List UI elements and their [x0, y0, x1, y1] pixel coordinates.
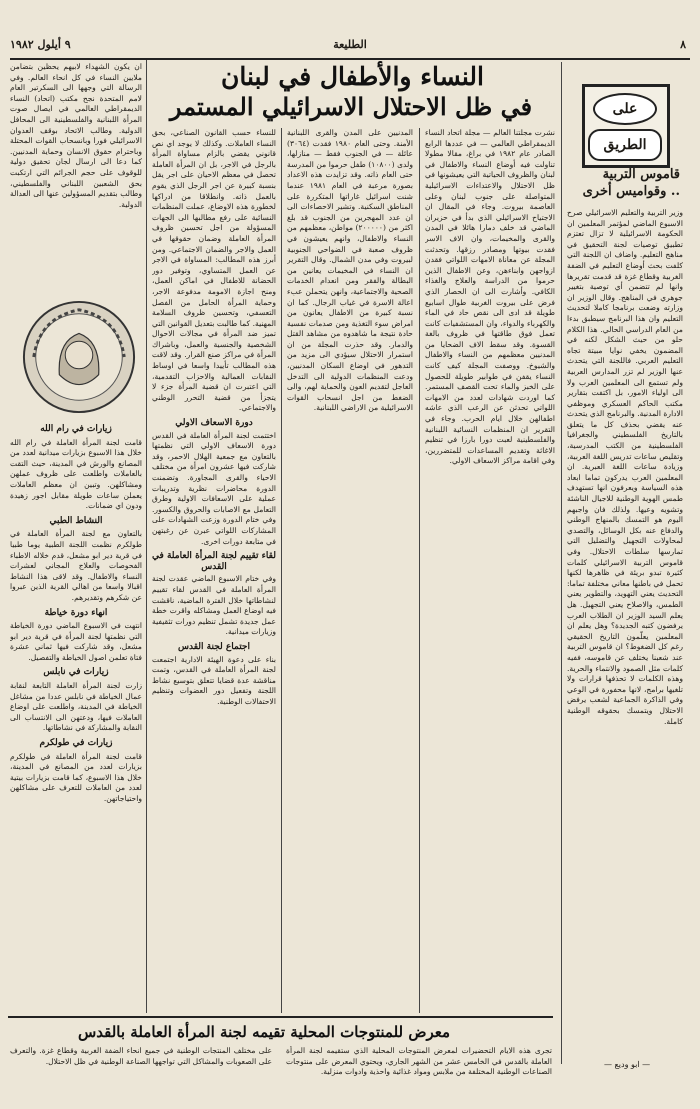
sidebar-title-line1: قاموس التربية — [602, 167, 680, 182]
publication-name: الطليعة — [333, 38, 367, 51]
article-column-4-bottom: زيارات في رام الله قامت لجنة المرأة العاملة في رام الله خلال هذا الاسبوع بزيارات ميدانية لعدد من المصانع والورش في المدينة، حيث التقت بالعاملات واطلعت على ظروف عملهن ومشاكلهن. وتبين ان معظم العاملات يعملن ساعات طويلة مقابل اجور زهيدة ودون اي ضمانات. النشاط الطبي بالتعاون مع لجنة المرأة العاملة في طولكرم نظمت اللجنة الطبية يوما طبيا في قرية دير ابو مشعل، قدم خلاله الاطباء الفحوصات والعلاج المجاني لعشرات النساء والاطفال. وقد لاقى هذا النشاط اقبالا واسعا من اهالي القرية الذين عبروا عن شكرهم وتقديرهم. انهاء دورة خياطة انتهت في الاسبوع الماضي دورة الخياطة التي نظمتها لجنة المرأة في قرية دير ابو مشعل، وقد شاركت فيها ثماني عشرة فتاة تعلمن اصول الخياطة والتفصيل. زيارات في نابلس زارت لجنة المرأة العاملة التابعة لنقابة عمال الخياطة في نابلس عددا من مشاغل الخياطة في المدينة، واطلعت على اوضاع العاملات فيها، ودعتهن الى الانتساب الى النقابة والمشاركة في نشاطاتها. زيارات في طولكرم قامت لجنة المرأة العاملة في طولكرم بزيارات لعدد من المصانع في المدينة، خلال هذا الاسبوع، كما قامت بزيارات بيتية لعدد من العاملات للتعرف على مشاكلهن واحتياجاتهن. — [10, 424, 142, 803]
section-heading: زيارات في نابلس — [43, 667, 109, 678]
sidebar-title — [566, 166, 680, 200]
sidebar-title-line2: .. وقواميس أخرى — [582, 184, 680, 199]
women-emblem-illustration — [20, 298, 138, 416]
section-heading: لقاء تقييم لجنة المرأة العاملة في القدس — [152, 551, 276, 572]
article-column-4-top: ان يكون الشهداء لابيهم يحظين بتضامن ملايين النساء في كل انحاء العالم. وفي الرسالة التي وجهها الى السكرتير العام لامم المتحدة نجح مكتب (اتحاد) النساء الديمقراطي العالمي في ايصال صوت المرأة اللبنانية والفلسطينية الى المحافل الدولية. وطالب الاتحاد بوقف العدوان الاسرائيلي فورا وبانسحاب القوات المحتلة وباحترام حقوق الانسان وحماية المدنيين. كما دعا الى ارسال لجان تحقيق دولية للوقوف على حجم الجرائم التي ارتكبت بحق الشعبين اللبناني والفلسطيني، وطالب بتقديم المسؤولين عنها الى العدالة الدولية. — [10, 62, 142, 209]
section-heading: اجتماع لجنة القدس — [178, 641, 250, 652]
headline-line2: في ظل الاحتلال الاسرائيلي المستمر — [169, 92, 533, 121]
section-heading: النشاط الطبي — [49, 515, 103, 526]
section-heading: انهاء دورة خياطة — [44, 607, 108, 618]
bottom-column-right: تجرى هذه الايام التحضيرات لمعرض المنتوجات المحلية الذي ستقيمه لجنة المرأة العاملة بالقدس في الخامس عشر من الشهر الجاري، ويحتوي المعرض على منتوجات الصناعات الوطنية المختلفة من ملابس ومواد غذائية واحذية وادوات منزلية. — [286, 1046, 552, 1077]
page-number: ٨ — [680, 38, 686, 51]
bottom-column-left: على مختلف المنتجات الوطنية في جميع انحاء الضفة الغربية وقطاع غزة. والتعرف على الصعوبات والمشاكل التي تواجهها الصناعة الوطنية في ظل الاحتلال. — [10, 1046, 272, 1066]
sidebar-body: وزير التربية والتعليم الاسرائيلي صرح الاسبوع الماضي لمؤتمر المعلمين ان الحكومة الاسرائيلية لا تزال تعتزم تطبيق توصيات لجنة التحقيق في مناهج التعليم. واضاف ان اللجنة التي كلفت بحث أوضاع التعليم في الضفة الغربية وقطاع غزة قد قدمت تقريرها وانها لم تتضمن أي توصية بتغيير جوهري في المناهج. وقال الوزير ان وزارته وضعت برنامجا كاملا لتحديث التعليم وان هذا البرنامج سيطبق بدءا من العام الدراسي الحالي. هذا الكلام حلو من حيث الشكل لكنه في المضمون يخفي نوايا مبيتة تجاه التعليم العربي. فاللجنة التي يتحدث عنها الوزير لم تزر المدارس العربية ولم تستمع الى المعلمين العرب ولا الى اولياء الامور، بل اكتفت بتقارير مكتب الحاكم العسكري وموظفي الادارة المدنية. والبرنامج الذي يتحدث عنه يقضي بحذف كل ما يتعلق بالتاريخ الفلسطيني والجغرافيا الفلسطينية من الكتب المدرسية، وتقليص ساعات تدريس اللغة العربية، وزيادة ساعات اللغة العبرية. ان المعلمين العرب يدركون تماما ابعاد هذه السياسة ويعرفون انها تستهدف طمس الهوية الوطنية للاجيال الناشئة وتشويه وعيها. ولذلك فان واجبهم اليوم هو التمسك بالمنهاج الوطني والدفاع عنه بكل الوسائل، والتصدي لمحاولات التجهيل والتضليل التي تمارسها سلطات الاحتلال. وفي قاموس التربية الاسرائيلي كلمات كثيرة تبدو بريئة في ظاهرها لكنها تحمل في باطنها معاني مختلفة تماما: التحديث يعني التهويد، والتطوير يعني الطمس، والاصلاح يعني التجهيل. هل يعلم السيد الوزير ان الطلاب العرب يرفضون كتبه الجديدة؟ وهل يعلم ان المعلمين يعلّمون التاريخ الحقيقي رغم كل الضغوط؟ ان قاموس التربية عند شعبنا يختلف عن قاموسه، ففيه كلمات مثل الصمود والانتماء والحرية. وهذه الكلمات لا تحذفها قرارات ولا تلغيها برامج، لانها محفورة في الوعي وفي الذاكرة الجماعية لشعب يرفض الاحتلال ويتمسك بحقوقه الوطنية كاملة. — [567, 208, 683, 726]
headline-line1: النساء والأطفال في لبنان — [221, 62, 484, 91]
column-divider — [561, 62, 562, 1064]
column-logo — [582, 84, 670, 168]
section-heading: زيارات في طولكرم — [39, 738, 113, 749]
article-column-2: المدنيين على المدن والقرى اللبنانية الأمنة. وحتى العام ١٩٨٠ فقدت (٣٠٦٤) عائلة — في الجنوب فقط — منازلها، ولدى (١٠٨٠٠) طفل حرموا من المدرسة حتى العام ذاته. وقد تزايدت هذه الاعداد بصورة مرعبة في العام ١٩٨١ عندما شنت اسرائيل غاراتها المتكررة على المناطق السكنية. وتشير الاحصاءات الى ان عدد المهجرين من الجنوب قد بلغ اكثر من (٢٠٠٠٠٠) مواطن، معظمهم من النساء والاطفال، وانهم يعيشون في ظروف صعبة في الضواحي الجنوبية لبيروت وفي مدن الشمال. وقال التقرير ان النساء في المخيمات يعانين من البطالة والفقر ومن انعدام الخدمات الصحية والاجتماعية، وانهن يتحملن عبء اعالة الاسرة في غياب الرجال. كما ان نسبة كبيرة من الاطفال يعانون من امراض سوء التغذية ومن صدمات نفسية حادة نتيجة ما شاهدوه من مشاهد القتل والدمار. وقد حذرت المجلة من ان استمرار الاحتلال سيؤدي الى مزيد من التدهور في اوضاع السكان المدنيين، ودعت المنظمات الدولية الى التدخل العاجل لتقديم العون والحماية لهم، والى الضغط من اجل انسحاب القوات الاسرائيلية من الاراضي اللبنانية. — [287, 128, 413, 413]
column-divider — [281, 128, 282, 1013]
section-heading: زيارات في رام الله — [40, 424, 112, 434]
issue-date: ٩ أيلول ١٩٨٢ — [10, 38, 71, 51]
page-header — [10, 34, 690, 60]
logo-bottom-text: الطريق — [588, 129, 662, 161]
column-divider — [419, 128, 420, 1013]
column-divider — [146, 60, 147, 1013]
section-heading: دورة الاسعاف الاولي — [175, 418, 253, 429]
logo-top-text: على — [593, 93, 657, 125]
article-column-1: نشرت مجلتنا العالم — مجلة اتحاد النساء الديمقراطي العالمي — في عددها الرابع الصادر عام ١٩٨٢ في براغ، مقالا مطولا تناولت فيه أوضاع النساء والاطفال في لبنان والظروف الحياتية التي يعيشونها في ظل الاحتلال والاعتداءات الاسرائيلية المتواصلة على جنوب لبنان وعلى العاصمة بيروت. وجاء في المقال ان الاجتياح الاسرائيلي الذي بدأ في حزيران الماضي قد خلف دمارا هائلا في المدن والقرى والمخيمات، وان الاف الاسر فقدت بيوتها ومصادر رزقها. وتحدثت المجلة عن معاناة الامهات اللواتي فقدن ازواجهن وابناءهن، وعن الاطفال الذين حرموا من الدراسة والعلاج والغذاء الكافي. وأشارت الى ان الحصار الذي فرض على بيروت الغربية طوال اسابيع طويلة قد ادى الى نقص حاد في الماء والكهرباء والدواء، وان المستشفيات كانت تعمل فوق طاقتها في ظروف بالغة القسوة. وقد سقط الاف الضحايا من المدنيين معظمهم من النساء والاطفال والشيوخ. ووصفت المجلة كيف كانت النساء يقفن في طوابير طويلة للحصول على الخبز والماء تحت القصف المستمر. كما اوردت شهادات لعدد من الامهات اللواتي تحدثن عن الرعب الذي عاشه اطفالهن خلال ايام الحرب. وجاء في التقرير ان المنظمات النسائية اللبنانية والفلسطينية لعبت دورا بارزا في تنظيم الاغاثة وتقديم المساعدات للمتضررين، وفي اقامة مراكز الاسعاف الاولي. — [425, 128, 555, 466]
sidebar-signature: — ابو وديع — — [604, 1060, 651, 1069]
bottom-headline: معرض للمنتوجات المحلية تقيمه لجنة المرأة العاملة بالقدس — [77, 1023, 451, 1041]
banner-rule — [8, 1016, 553, 1018]
article-column-3: للنساء حسب القانون الصناعي، بحق النساء العاملات. وكذلك لا يوجد اي نص قانوني يقضي بالزام مساواة المرأة بالرجل في الاجر، بل ان المرأة العاملة تحصل في معظم الاحيان على اجر يقل بنسبة كبيرة عن اجر الرجل الذي يقوم بالعمل ذاته. وانطلاقا من ادراكها لخطورة هذه الاوضاع، عملت المنظمات النسائية على رفع مطالبها الى الجهات المسؤولة من اجل تحسين ظروف المرأة العاملة وضمان حقوقها في العمل والاجر والضمان الاجتماعي. ومن أبرز هذه المطالب: المساواة في الاجر عن العمل المتساوي، وتوفير دور الحضانة للاطفال في اماكن العمل، ومنح اجازة الامومة مدفوعة الاجر، وحماية المرأة الحامل من الفصل التعسفي، وتحسين ظروف السلامة المهنية. كما طالبت بتعديل القوانين التي تميز ضد المرأة في مجالات الاحوال الشخصية والجنسية والعمل، وباشراك المرأة في مراكز صنع القرار. وقد لاقت هذه المطالب تأييدا واسعا في اوساط النقابات العمالية والاحزاب التقدمية، التي اعتبرت ان قضية المرأة جزء لا يتجزأ من قضية التحرر الوطني والاجتماعي. دورة الاسعاف الاولي اختتمت لجنة المرأة العاملة في القدس دورة الاسعاف الاولي التي نظمتها بالتعاون مع جمعية الهلال الاحمر، وقد شاركت فيها عشرون امرأة من مختلف الاحياء والقرى المجاورة. وتضمنت الدورة محاضرات نظرية وتدريبات عملية على الاسعافات الاولية وطرق التعامل مع الاصابات والحروق والكسور. وفي ختام الدورة وزعت الشهادات على المشاركات اللواتي عبرن عن رغبتهن في متابعة دورات اخرى. لقاء تقييم لجنة المرأة العاملة في القدس وفي ختام الاسبوع الماضي عقدت لجنة المرأة العاملة في القدس لقاء تقييم لنشاطاتها خلال الفترة الماضية، ناقشت فيه اوضاع العمل ومشاكله واقرت خطة عمل جديدة تشمل تنظيم دورات تثقيفية وزيارات ميدانية. اجتماع لجنة القدس بناء على دعوة الهيئة الادارية اجتمعت لجنة المرأة العاملة في القدس، وتمت مناقشة عدة قضايا تتعلق بتوسيع نشاط اللجنة وتفعيل دور العضوات وتنظيم الاحتفالات الوطنية. — [152, 128, 276, 706]
